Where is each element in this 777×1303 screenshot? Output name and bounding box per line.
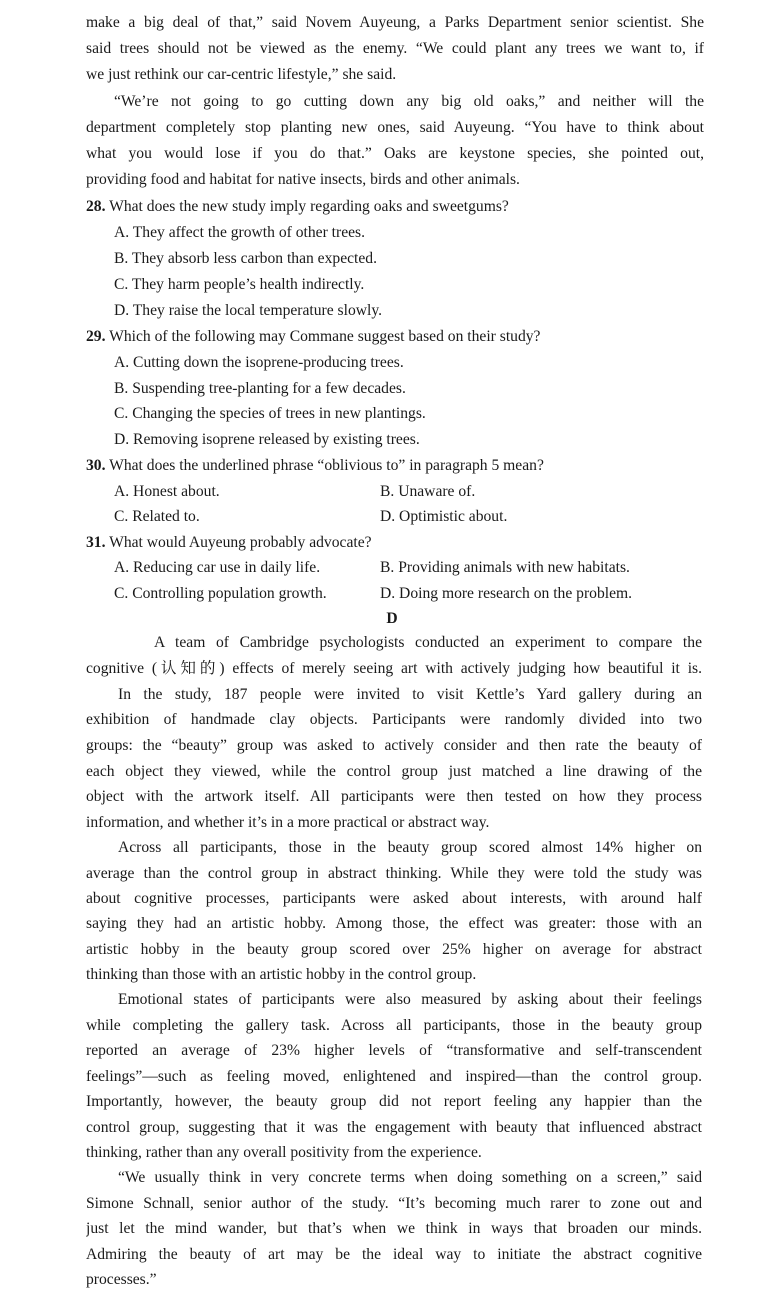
passage-line: what you would lose if you do that.” Oaks are keystone species, she pointed out,: [86, 145, 704, 162]
question-text: Which of the following may Commane suggest based on their study?: [109, 328, 541, 345]
option-b[interactable]: B. Providing animals with new habitats.: [380, 559, 630, 576]
passage-line: Admiring the beauty of art may be the ideal way to initiate the abstract cognitive: [86, 1246, 702, 1263]
passage-line: make a big deal of that,” said Novem Auyeung, a Parks Department senior scientist. She: [86, 14, 704, 31]
option-c[interactable]: C. Related to.: [114, 508, 200, 525]
passage-line: thinking, rather than any overall positivity from the experience.: [86, 1144, 482, 1161]
option-d[interactable]: D. Optimistic about.: [380, 508, 508, 525]
question-number: 31.: [86, 534, 106, 551]
question-number: 29.: [86, 328, 106, 345]
question-text: What would Auyeung probably advocate?: [109, 534, 372, 551]
passage-line: Importantly, however, the beauty group did not report feeling any happier than the: [86, 1093, 702, 1110]
question-28: [86, 194, 704, 220]
passage-line: providing food and habitat for native insects, birds and other animals.: [86, 171, 520, 188]
passage-line: “We usually think in very concrete terms when doing something on a screen,” said: [118, 1169, 702, 1186]
option-a[interactable]: A. They affect the growth of other trees.: [114, 224, 365, 241]
passage-line: said trees should not be viewed as the enemy. “We could plant any trees we want to, if: [86, 40, 704, 57]
section-label: D: [386, 610, 398, 627]
passage-line: department completely stop planting new ones, said Auyeung. “You have to think about: [86, 119, 704, 136]
option-a[interactable]: A. Honest about.: [114, 483, 220, 500]
passage-line: exhibition of handmade clay objects. Participants were randomly divided into two: [86, 711, 702, 728]
passage-line: thinking than those with an artistic hobby in the control group.: [86, 966, 477, 983]
passage-line: In the study, 187 people were invited to visit Kettle’s Yard gallery during an: [118, 686, 702, 703]
passage-line: just let the mind wander, but that’s when we think in ways that broaden our minds.: [86, 1220, 702, 1237]
passage-line: about cognitive processes, participants were asked about interests, with around half: [86, 890, 702, 907]
option-c[interactable]: C. They harm people’s health indirectly.: [114, 276, 365, 293]
question-31: [86, 530, 704, 556]
option-a[interactable]: A. Reducing car use in daily life.: [114, 559, 321, 576]
passage-line: each object they viewed, while the control group just matched a line drawing of the: [86, 763, 702, 780]
passage-line: object with the artwork itself. All participants were then tested on how they process: [86, 788, 702, 805]
passage-line: processes.”: [86, 1271, 157, 1288]
option-c[interactable]: C. Controlling population growth.: [114, 585, 327, 602]
passage-line: groups: the “beauty” group was asked to actively consider and then rate the beauty of: [86, 737, 702, 754]
passage-line: feelings”—such as feeling moved, enlightened and inspired—than the control group.: [86, 1068, 702, 1085]
passage-line: A team of Cambridge psychologists conducted an experiment to compare the: [154, 634, 702, 651]
passage-line: “We’re not going to go cutting down any big old oaks,” and neither will the: [114, 93, 704, 110]
option-d[interactable]: D. Doing more research on the problem.: [380, 585, 633, 602]
option-a[interactable]: A. Cutting down the isoprene-producing trees.: [114, 354, 404, 371]
question-number: 30.: [86, 457, 106, 474]
passage-line: we just rethink our car-centric lifestyle,” she said.: [86, 66, 397, 83]
passage-line: information, and whether it’s in a more practical or abstract way.: [86, 814, 490, 831]
question-30: [86, 453, 704, 479]
question-number: 28.: [86, 198, 106, 215]
option-d[interactable]: D. They raise the local temperature slowly.: [114, 302, 383, 319]
passage-line: saying they had an artistic hobby. Among those, the effect was greater: those with an: [86, 915, 702, 932]
passage-line: Simone Schnall, senior author of the study. “It’s becoming much rarer to zone out and: [86, 1195, 702, 1212]
question-text: What does the underlined phrase “oblivious to” in paragraph 5 mean?: [109, 457, 544, 474]
passage-line: artistic hobby in the beauty group scored over 25% higher on average for abstract: [86, 941, 702, 958]
question-text: What does the new study imply regarding oaks and sweetgums?: [109, 198, 509, 215]
passage-line: control group, suggesting that it was the engagement with beauty that influenced abstract: [86, 1119, 702, 1136]
passage-line: Across all participants, those in the beauty group scored almost 14% higher on: [118, 839, 702, 856]
option-b[interactable]: B. They absorb less carbon than expected.: [114, 250, 377, 267]
option-c[interactable]: C. Changing the species of trees in new plantings.: [114, 405, 426, 422]
question-29: [86, 324, 704, 350]
passage-line: while completing the gallery task. Across all participants, those in the beauty group: [86, 1017, 702, 1034]
option-b[interactable]: B. Suspending tree-planting for a few decades.: [114, 380, 406, 397]
passage-line: reported an average of 23% higher levels of “transformative and self-transcendent: [86, 1042, 702, 1059]
passage-line: cognitive (认知的) effects of merely seeing art with actively judging how beautiful it is.: [86, 660, 702, 677]
option-d[interactable]: D. Removing isoprene released by existing trees.: [114, 431, 420, 448]
passage-line: Emotional states of participants were also measured by asking about their feelings: [118, 991, 702, 1008]
option-b[interactable]: B. Unaware of.: [380, 483, 476, 500]
passage-line: average than the control group in abstract thinking. While they were told the study was: [86, 865, 702, 882]
